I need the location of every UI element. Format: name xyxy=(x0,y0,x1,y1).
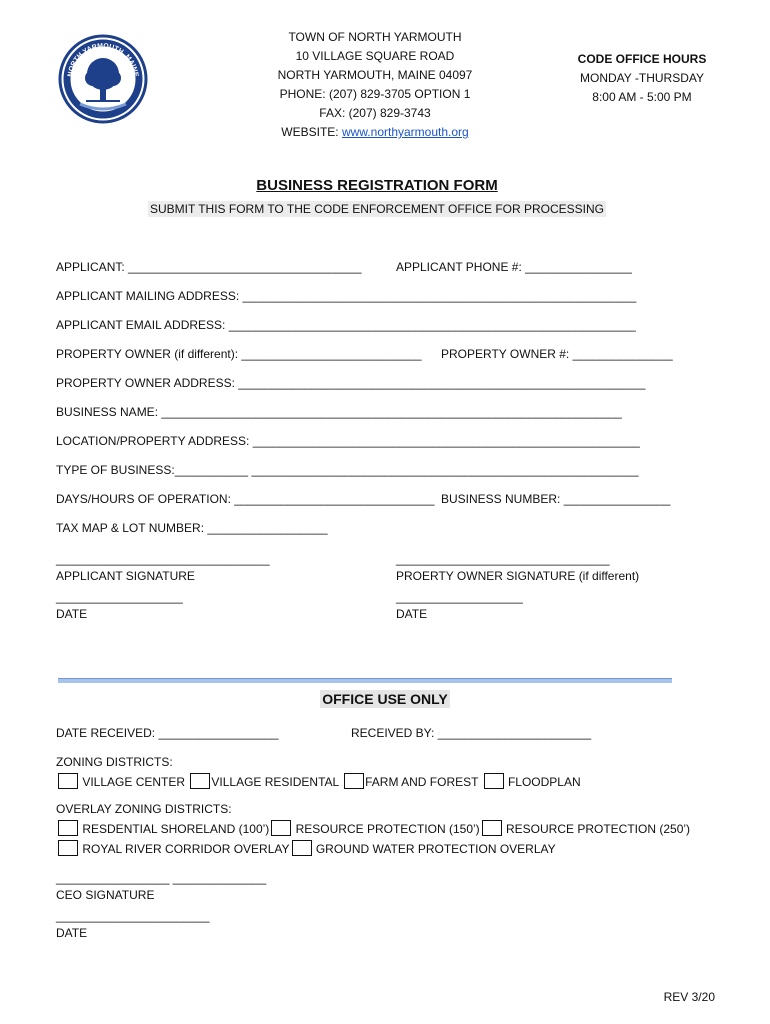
mailing-address-field[interactable]: APPLICANT MAILING ADDRESS: ___________________________________________________________ xyxy=(56,289,637,303)
property-owner-number-field[interactable]: PROPERTY OWNER #: _______________ xyxy=(441,347,673,361)
checkbox-resource-protection-150[interactable] xyxy=(271,820,291,836)
checkbox-ground-water-protection[interactable] xyxy=(292,840,312,856)
overlay-residential-shoreland-label: RESDENTIAL SHORELAND (100’) xyxy=(82,822,270,836)
applicant-signature-line[interactable]: ________________________________ xyxy=(56,552,270,566)
overlay-districts-label: OVERLAY ZONING DISTRICTS: xyxy=(56,802,232,816)
owner-date-line[interactable]: ___________________ xyxy=(396,590,523,604)
office-hours-title: CODE OFFICE HOURS xyxy=(577,52,707,66)
business-type-field[interactable]: TYPE OF BUSINESS:___________ __________________________________________________________ xyxy=(56,463,639,477)
checkbox-floodplan[interactable] xyxy=(484,773,504,789)
revision-label: REV 3/20 xyxy=(663,990,715,1004)
date-received-field[interactable]: DATE RECEIVED: __________________ xyxy=(56,726,279,740)
owner-signature-line[interactable]: ________________________________ xyxy=(396,552,610,566)
section-divider xyxy=(58,678,672,683)
applicant-signature-label: APPLICANT SIGNATURE xyxy=(56,569,195,583)
office-use-title-wrap xyxy=(0,690,770,709)
overlay-royal-river-label: ROYAL RIVER CORRIDOR OVERLAY xyxy=(82,842,290,856)
overlay-rp250-label: RESOURCE PROTECTION (250’) xyxy=(506,822,691,836)
business-name-field[interactable]: BUSINESS NAME: _____________________________________________________________________ xyxy=(56,405,622,419)
town-address-block xyxy=(240,28,510,142)
website-label: WEBSITE: xyxy=(281,125,342,139)
zoning-floodplan-label: FLOODPLAN xyxy=(507,775,581,789)
office-date-line[interactable]: _______________________ xyxy=(56,909,210,923)
city-state-zip: NORTH YARMOUTH, MAINE 04097 xyxy=(277,68,473,82)
office-hours-days: MONDAY -THURSDAY xyxy=(579,71,704,85)
town-name: TOWN OF NORTH YARMOUTH xyxy=(288,30,462,44)
phone: PHONE: (207) 829-3705 OPTION 1 xyxy=(279,87,471,101)
ceo-signature-line[interactable]: _________________ ______________ xyxy=(56,871,267,885)
office-hours xyxy=(568,50,716,107)
seal-text: NORTH YARMOUTH, MAINE xyxy=(67,42,139,78)
checkbox-village-residential[interactable] xyxy=(190,773,210,789)
website-link[interactable]: www.northyarmouth.org xyxy=(341,125,469,139)
form-subtitle-wrap xyxy=(0,200,754,218)
zoning-village-center-label: VILLAGE CENTER xyxy=(82,775,186,789)
office-date-label: DATE xyxy=(56,926,88,940)
office-hours-time: 8:00 AM - 5:00 PM xyxy=(592,90,692,104)
website xyxy=(240,123,510,142)
town-seal-logo xyxy=(58,34,148,124)
applicant-date-label: DATE xyxy=(56,607,88,621)
email-field[interactable]: APPLICANT EMAIL ADDRESS: _____________________________________________________________ xyxy=(56,318,636,332)
tax-map-field[interactable]: TAX MAP & LOT NUMBER: __________________ xyxy=(56,521,328,535)
street-address: 10 VILLAGE SQUARE ROAD xyxy=(295,49,455,63)
checkbox-residential-shoreland[interactable] xyxy=(58,820,78,836)
form-title: BUSINESS REGISTRATION FORM xyxy=(256,177,498,194)
checkbox-village-center[interactable] xyxy=(58,773,78,789)
zoning-districts-label: ZONING DISTRICTS: xyxy=(56,755,173,769)
zoning-farm-forest-label: FARM AND FOREST xyxy=(365,775,479,789)
overlay-row-2 xyxy=(56,840,556,856)
applicant-phone-field[interactable]: APPLICANT PHONE #: ________________ xyxy=(396,260,632,274)
owner-date-label: DATE xyxy=(396,607,428,621)
form-subtitle: SUBMIT THIS FORM TO THE CODE ENFORCEMENT OFFICE FOR PROCESSING xyxy=(149,202,605,216)
fax: FAX: (207) 829-3743 xyxy=(319,106,431,120)
checkbox-farm-and-forest[interactable] xyxy=(344,773,364,789)
applicant-date-line[interactable]: ___________________ xyxy=(56,590,183,604)
business-number-field[interactable]: BUSINESS NUMBER: ________________ xyxy=(441,492,671,506)
days-hours-field[interactable]: DAYS/HOURS OF OPERATION: ______________________________ xyxy=(56,492,435,506)
zoning-village-residential-label: VILLAGE RESIDENTAL xyxy=(211,775,339,789)
checkbox-resource-protection-250[interactable] xyxy=(482,820,502,836)
property-owner-field[interactable]: PROPERTY OWNER (if different): ___________________________ xyxy=(56,347,422,361)
applicant-field[interactable]: APPLICANT: ___________________________________ xyxy=(56,260,362,274)
received-by-field[interactable]: RECEIVED BY: _______________________ xyxy=(351,726,592,740)
property-owner-address-field[interactable]: PROPERTY OWNER ADDRESS: _____________________________________________________________ xyxy=(56,376,646,390)
checkbox-royal-river-corridor[interactable] xyxy=(58,840,78,856)
overlay-ground-water-label: GROUND WATER PROTECTION OVERLAY xyxy=(315,842,556,856)
overlay-row-1 xyxy=(56,820,690,836)
location-address-field[interactable]: LOCATION/PROPERTY ADDRESS: __________________________________________________________ xyxy=(56,434,640,448)
office-use-title: OFFICE USE ONLY xyxy=(322,691,448,707)
owner-signature-label: PROERTY OWNER SIGNATURE (if different) xyxy=(396,569,640,583)
overlay-rp150-label: RESOURCE PROTECTION (150’) xyxy=(295,822,480,836)
zoning-districts-row xyxy=(56,773,581,789)
ceo-signature-label: CEO SIGNATURE xyxy=(56,888,155,902)
